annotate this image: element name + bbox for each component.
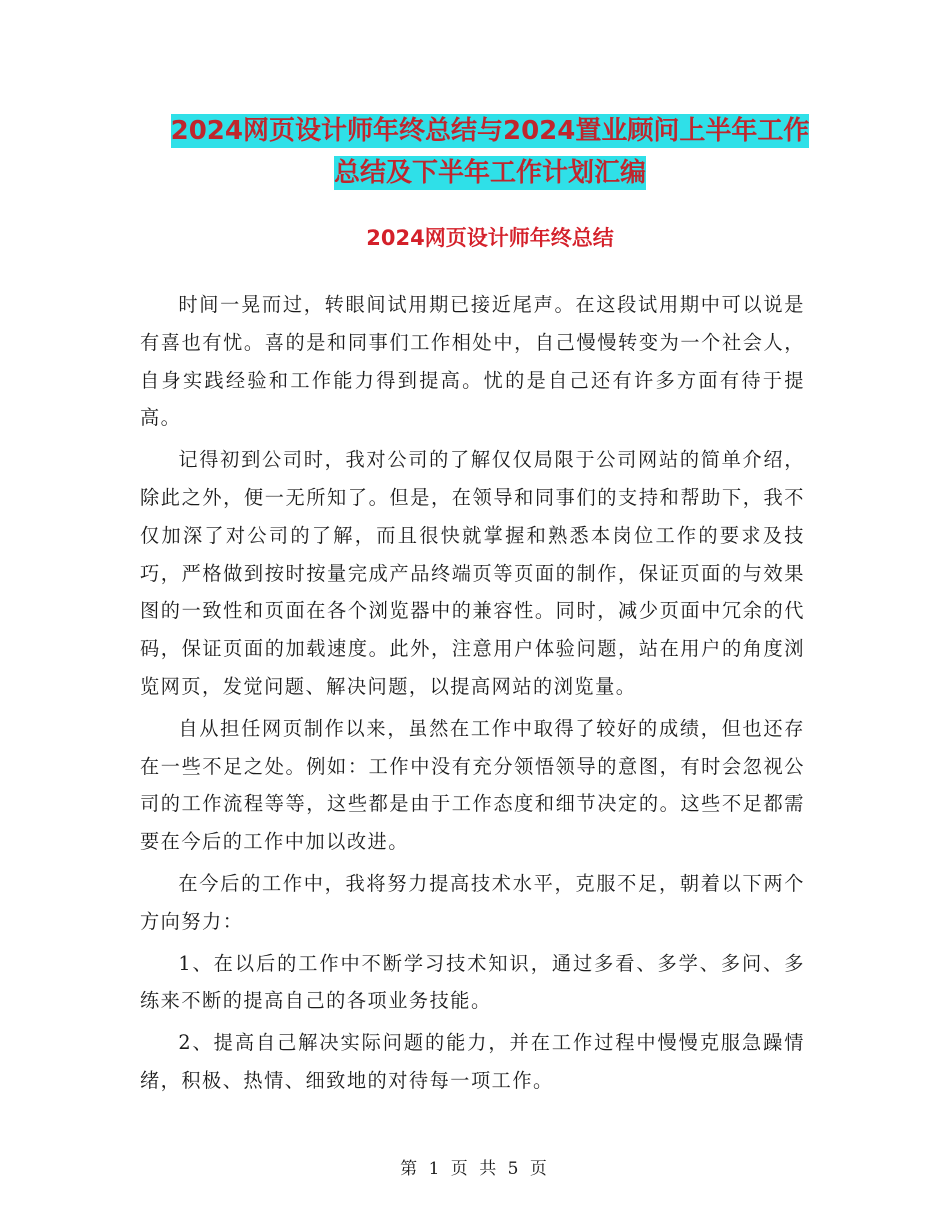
paragraph-3: 自从担任网页制作以来，虽然在工作中取得了较好的成绩，但也还存在一些不足之处。例如：工作中没有充分领悟领导的意图，有时会忽视公司的工作流程等等，这些都是由于工作态度和细节决定的。这些不足都需要在今后的工作中加以改进。 — [140, 716, 805, 854]
section-title: 2024网页设计师年终总结 — [366, 226, 614, 250]
page-number-footer: 第 1 页 共 5 页 — [400, 1159, 550, 1179]
document-body — [140, 286, 805, 1104]
document-title-line-1: 2024网页设计师年终总结与2024置业顾问上半年工作 — [170, 116, 810, 146]
paragraph-2: 记得初到公司时，我对公司的了解仅仅局限于公司网站的简单介绍，除此之外，便一无所知了。但是，在领导和同事们的支持和帮助下，我不仅加深了对公司的了解，而且很快就掌握和熟悉本岗位工作的要求及技巧，严格做到按时按量完成产品终端页等页面的制作，保证页面的与效果图的一致性和页面在各个浏览器中的兼容性。同时，减少页面中冗余的代码，保证页面的加载速度。此外，注意用户体验问题，站在用户的角度浏览网页，发觉问题、解决问题，以提高网站的浏览量。 — [140, 448, 805, 698]
paragraph-4: 在今后的工作中，我将努力提高技术水平，克服不足，朝着以下两个方向努力： — [140, 871, 805, 933]
list-item-2: 2、提高自己解决实际问题的能力，并在工作过程中慢慢克服急躁情绪，积极、热情、细致地的对待每一项工作。 — [140, 1031, 805, 1092]
list-item-1: 1、在以后的工作中不断学习技术知识，通过多看、多学、多问、多练来不断的提高自己的各项业务技能。 — [140, 951, 805, 1013]
document-title-line-2: 总结及下半年工作计划汇编 — [333, 158, 646, 188]
paragraph-1: 时间一晃而过，转眼间试用期已接近尾声。在这段试用期中可以说是有喜也有忧。喜的是和同事们工作相处中，自己慢慢转变为一个社会人，自身实践经验和工作能力得到提高。忧的是自己还有许多方面有待于提高。 — [140, 293, 805, 430]
document-title — [140, 110, 840, 194]
